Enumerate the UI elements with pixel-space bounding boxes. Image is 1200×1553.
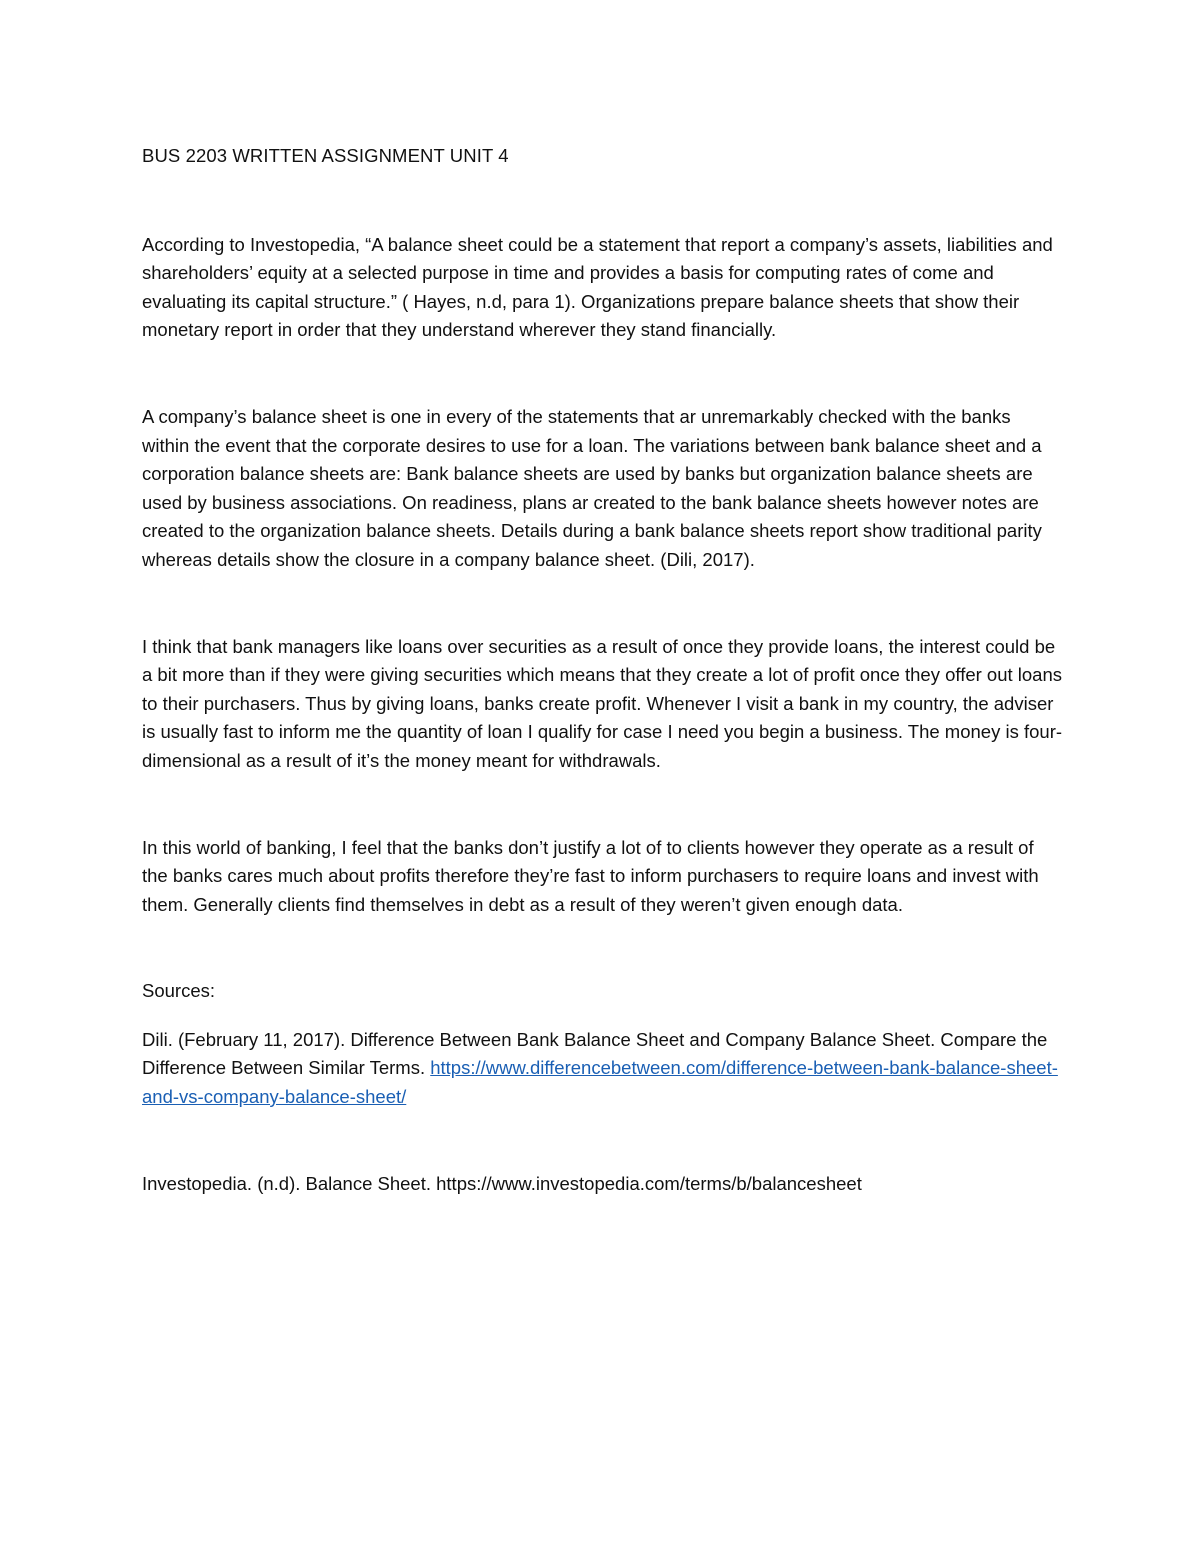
reference-dili-link[interactable]: https://www.differencebetween.com/difference-between-bank-balance-sheet-and-vs-company-balance-sheet/ <box>142 1057 1058 1108</box>
paragraph-loans-vs-securities: I think that bank managers like loans over securities as a result of once they provide loans, the interest could be a bit more than if they were giving securities which means that they create a lot of profit once they offer out loans to their purchasers. Thus by giving loans, banks create profit. Whenever I visit a bank in my country, the adviser is usually fast to inform me the quantity of loan I qualify for case I need you begin a business. The money is four-dimensional as a result of it’s the money meant for withdrawals. <box>142 635 1063 771</box>
document-body <box>142 142 1062 1198</box>
paragraph-balance-sheet-definition: According to Investopedia, “A balance sheet could be a statement that report a company’s assets, liabilities and shareholders’ equity at a selected purpose in time and provides a basis for computing rates of come and evaluating its capital structure.” ( Hayes, n.d, para 1). Organizations prepare balance sheets that show their monetary report in order that they understand wherever they stand financially. <box>142 233 1053 341</box>
paragraph-bank-vs-company: A company’s balance sheet is one in every of the statements that ar unremarkably checked with the banks within the event that the corporate desires to use for a loan. The variations between bank balance sheet and a corporation balance sheets are: Bank balance sheets are used by banks but organization balance sheets are used by business associations. On readiness, plans ar created to the bank balance sheets however notes are created to the organization balance sheets. Details during a bank balance sheets report show traditional parity whereas details show the closure in a company balance sheet. (Dili, 2017). <box>142 405 1042 570</box>
paragraph-banking-world: In this world of banking, I feel that the banks don’t justify a lot of to clients however they operate as a result of the banks cares much about profits therefore they’re fast to inform purchasers to require loans and invest with them. Generally clients find themselves in debt as a result of they weren’t given enough data. <box>142 836 1039 915</box>
reference-dili-text: Dili. (February 11, 2017). Difference Between Bank Balance Sheet and Company Balance Sheet. Compare the Difference Between Similar Terms. <box>142 1028 1048 1079</box>
document-title: BUS 2203 WRITTEN ASSIGNMENT UNIT 4 <box>142 145 509 166</box>
reference-dili <box>142 1026 1062 1112</box>
sources-heading: Sources: <box>142 980 216 1002</box>
reference-investopedia: Investopedia. (n.d). Balance Sheet. https://www.investopedia.com/terms/b/balancesheet <box>142 1172 862 1194</box>
